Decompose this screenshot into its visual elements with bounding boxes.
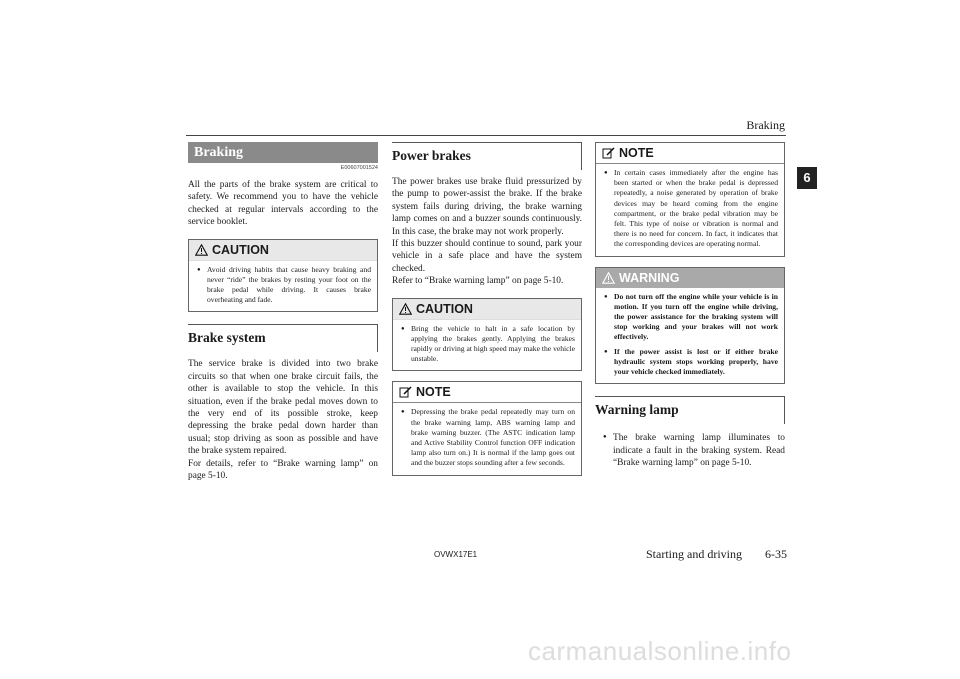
note-box [392, 381, 582, 475]
watermark: carmanualsonline.info [528, 636, 792, 666]
caution-header [189, 240, 377, 261]
caution-label: CAUTION [416, 301, 473, 316]
caution-label: CAUTION [212, 242, 269, 257]
bullet-icon: ● [197, 266, 201, 273]
note-text: Depressing the brake pedal repeatedly may turn on the brake warning lamp, ABS warning lamp and brake warning buzzer. (The ASTC indication lamp and Active Stability Control function OFF indication lamp also turn on.) It is normal if the lamp goes out and the buzzer stops sounding after a few seconds. [411, 407, 575, 468]
power-brakes-reference: Refer to “Brake warning lamp” on page 5-10. [392, 276, 564, 287]
power-brakes-paragraph: The power brakes use brake fluid pressurized by the pump to power-assist the brake. If the brake system fails during driving, the brake warning lamp comes on and a buzzer sounds continuously. In this case, the brake may not work properly. [392, 177, 582, 237]
bullet-icon: ● [604, 348, 608, 355]
section-title-braking: Braking [188, 142, 378, 163]
note-item [596, 164, 784, 250]
column-1 [188, 142, 378, 483]
running-head: Braking [746, 118, 785, 132]
warning-box [595, 267, 785, 385]
chapter-tab: 6 [797, 167, 817, 189]
warning-triangle-icon [195, 244, 208, 256]
bullet-icon: ● [604, 170, 608, 176]
note-item [393, 403, 581, 468]
warning-lamp-text: The brake warning lamp illuminates to indicate a fault in the braking system. Read “Brake warning lamp” on page 5-10. [613, 433, 785, 469]
section-title-warning-lamp: Warning lamp [595, 396, 785, 424]
caution-item [393, 320, 581, 365]
warning-text: Do not turn off the engine while your vehicle is in motion. If you turn off the engine while driving, the power assistance for the braking system will stop working and your brakes will not work effectively. [614, 291, 778, 342]
warning-triangle-icon [399, 303, 412, 315]
column-3 [595, 142, 785, 469]
note-box [595, 142, 785, 257]
power-brakes-paragraph-2: If this buzzer should continue to sound, park your vehicle in a safe place and have the system checked. [392, 239, 582, 274]
bullet-icon: ● [603, 434, 607, 441]
note-label: NOTE [619, 146, 654, 160]
warning-triangle-icon [602, 272, 615, 284]
bullet-icon: ● [604, 293, 608, 300]
caution-item [189, 261, 377, 306]
note-header [596, 143, 784, 164]
caution-text: Avoid driving habits that cause heavy braking and never “ride” the brakes by resting your foot on the brake pedal while driving. It causes brake overheating and fade. [207, 264, 371, 305]
list-item [595, 424, 785, 469]
section-title-power-brakes: Power brakes [392, 142, 582, 170]
column-2 [392, 142, 582, 476]
brake-system-reference: For details, refer to “Brake warning lamp” on page 5-10. [188, 458, 378, 482]
warning-item [596, 288, 784, 343]
caution-text: Bring the vehicle to halt in a safe location by applying the brakes gently. Applying the brakes rapidly or driving at high speed may make the vehicle unstable. [411, 323, 575, 364]
section-code: E00607001524 [340, 165, 378, 171]
note-pencil-icon [399, 386, 412, 398]
caution-box [188, 239, 378, 313]
bullet-icon: ● [401, 325, 405, 332]
note-pencil-icon [602, 147, 615, 159]
caution-box [392, 298, 582, 372]
warning-text: If the power assist is lost or if either brake hydraulic system stops working properly, have your vehicle checked immediately. [614, 346, 778, 377]
footer-code: OVWX17E1 [434, 550, 478, 559]
warning-label: WARNING [619, 270, 680, 285]
caution-header [393, 299, 581, 320]
note-header [393, 382, 581, 403]
section-title-brake-system: Brake system [188, 324, 378, 352]
note-text: In certain cases immediately after the engine has been started or when the brake pedal is depressed repeatedly, a noise generated by operation of brake devices may be heard coming from the engine compartment, or the brake pedal vibration may be felt. This type of noise or vibration is normal and there is no need for concern. In fact, it indicates that the corresponding devices are operating normal. [614, 168, 778, 249]
brake-system-paragraph: The service brake is divided into two brake circuits so that when one brake circuit fails, the other is available to stop the vehicle. In this situation, even if the brake pedal moves down to the very end of its possible stroke, keep depressing the brake pedal down harder than usual; stop driving as soon as possible and have the brake system repaired. [188, 359, 378, 457]
footer-section-title: Starting and driving [646, 547, 742, 561]
page-number: 6-35 [765, 547, 787, 561]
bullet-icon: ● [401, 409, 405, 416]
warning-header [596, 268, 784, 288]
header-rule [186, 135, 786, 136]
warning-item [596, 343, 784, 378]
intro-paragraph: All the parts of the brake system are critical to safety. We recommend you to have the vehicle checked at regular intervals according to the service booklet. [188, 180, 378, 228]
note-label: NOTE [416, 385, 451, 400]
